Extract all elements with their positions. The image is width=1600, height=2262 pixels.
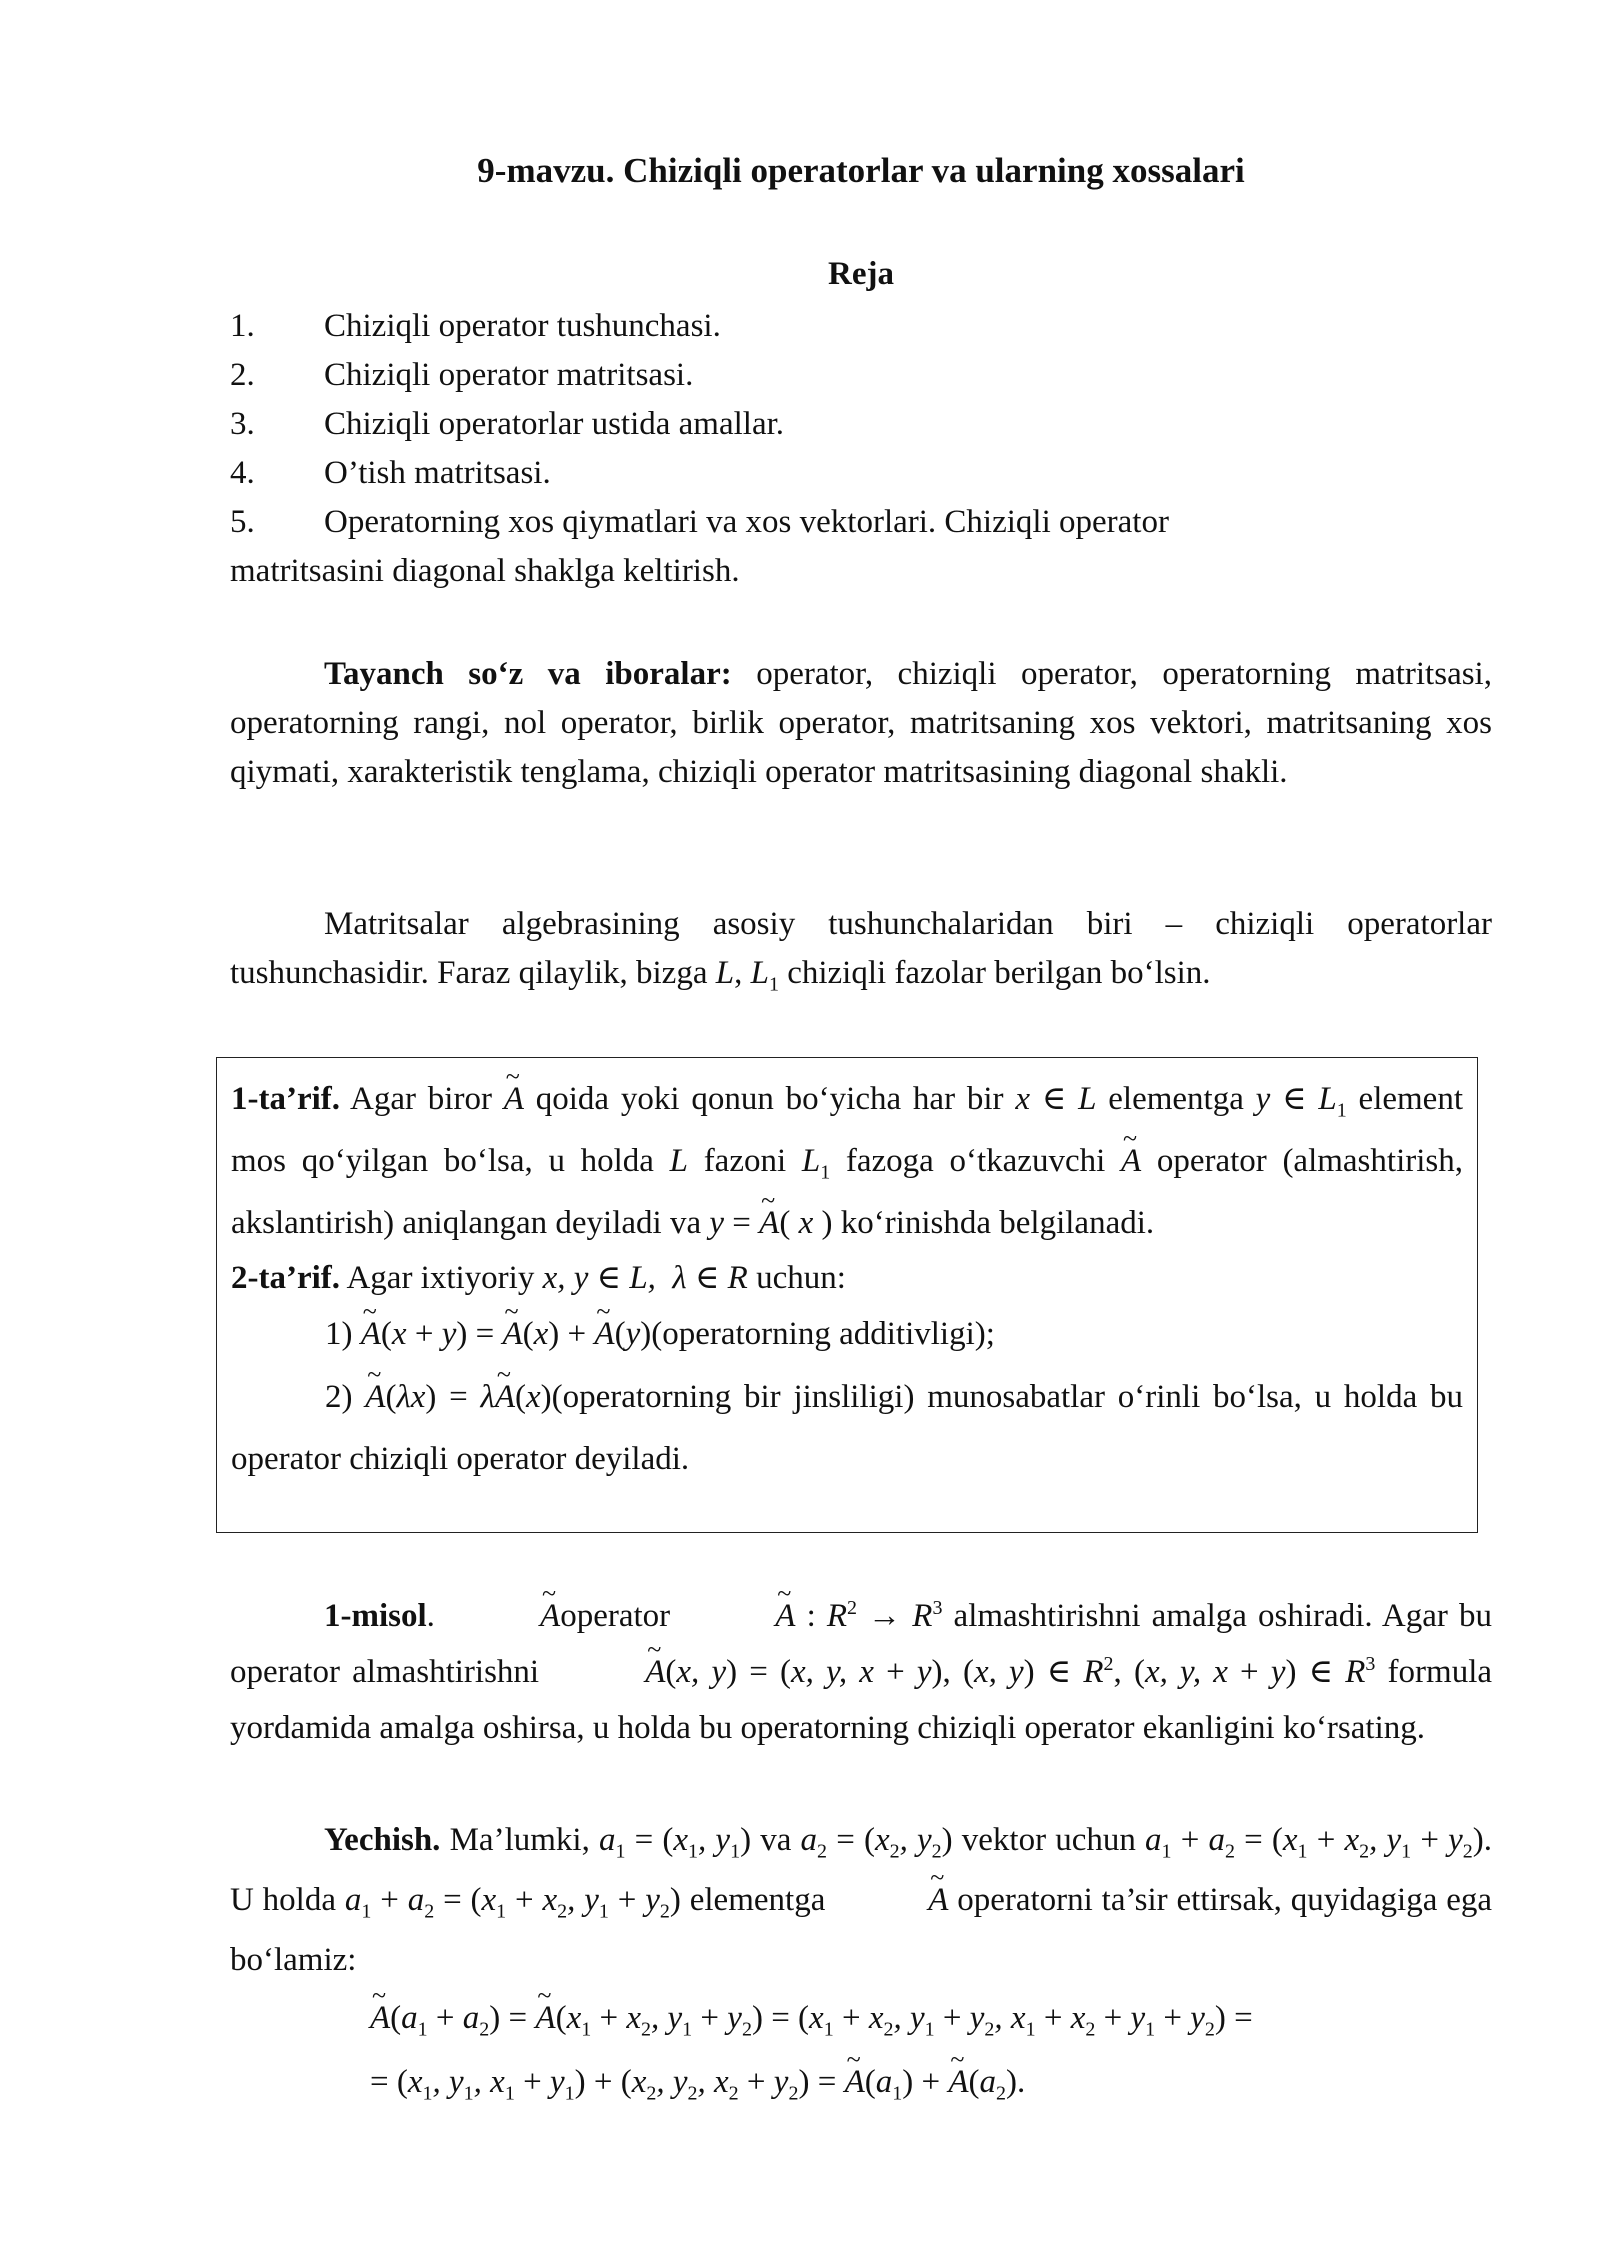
example-text: almashtirishni amalga oshiradi. Agar bu operator almashtirishni	[230, 1598, 1492, 1690]
page-title: 9-mavzu. Chiziqli operatorlar va ularning xossalari	[477, 151, 1245, 190]
plan-item	[230, 400, 1492, 449]
solution-text: elementga	[680, 1882, 835, 1918]
plan-item-text: O’tish matritsasi.	[324, 455, 551, 491]
definition-1	[231, 1068, 1463, 1254]
example-paragraph	[230, 1588, 1492, 1756]
equation-line-2: = ($x_1$, $y_1$, $x_1 + y_1) + (x_2$, $y_2$, $x_2 + y_2$) = ~ $A(a_1)$ + ~ $A(a_2)$.	[370, 2050, 1470, 2114]
definition-text: fazoga o‘tkazuvchi	[830, 1143, 1121, 1179]
plan-item-text: Chiziqli operator tushunchasi.	[324, 308, 721, 344]
definition-text: fazoni	[688, 1143, 802, 1179]
math-A: ~ A	[504, 1081, 524, 1117]
equation-line-1: ~ $A(a_1 + a_2)$ = ~ $A(x_1 + x_2$, $y_1 + y_2) = (x_1 + x_2$, $y_1 + y_2$, $x_1 + x_2 + y_1 + y_2$) =	[370, 1986, 1470, 2050]
definition-2-item-2	[231, 1366, 1463, 1490]
definition-text: elementga	[1096, 1081, 1256, 1117]
math-x-in-L: x ∈ L	[1015, 1081, 1097, 1117]
definition-2-label: 2-ta’rif.	[231, 1260, 341, 1296]
plan-item	[230, 302, 1492, 351]
intro-text: Matritsalar algebrasining asosiy tushunchalaridan biri – chiziqli operatorlar tushunchasidir. Faraz qilaylik, bizga	[230, 906, 1492, 991]
math-a2: $a_2 = (x_2$, $y_2$)	[800, 1822, 953, 1863]
item-text: (operatorning additivligi);	[651, 1316, 995, 1352]
solution-text: . U holda	[230, 1822, 1492, 1918]
definition-text: Agar ixtiyoriy	[340, 1260, 543, 1296]
plan-list	[230, 302, 1492, 596]
plan-item-text: Chiziqli operator matritsasi.	[324, 357, 694, 393]
keywords-text: operator, chiziqli operator, operatorning matritsasi, operatorning rangi, nol operator, birlik operator, matritsaning xos vektori, matritsaning xos qiymati, xarakteristik tenglama, chiziqli operator matritsasining diagonal shakli.	[230, 656, 1492, 790]
math-y-equals-Ax: y = ~ A( x )	[709, 1205, 832, 1241]
intro-paragraph: Matritsalar algebrasining asosiy tushunchalaridan biri – chiziqli operatorlar tushunchasidir. Faraz qilaylik, bizga L, $L_1$ chiziqli fazolar berilgan bo‘lsin.	[230, 906, 1492, 996]
definition-2	[231, 1254, 1463, 1302]
math-A-R2-R3: ~ A : $R^2 \to R^3$	[681, 1598, 942, 1634]
definitions-box	[216, 1057, 1478, 1533]
item-text: (operatorning bir jinsliligi) munosabatlar o‘rinli bo‘lsa, u holda bu operator chiziqli operator deyiladi.	[231, 1379, 1463, 1477]
plan-item-number: 4.	[230, 455, 255, 491]
math-homogeneity: ~ A(λx) = λ~ A(x)	[365, 1379, 551, 1415]
example-label: 1-misol	[324, 1598, 427, 1634]
intro-text-end: chiziqli fazolar berilgan bo‘lsin.	[778, 955, 1211, 991]
definition-text: ko‘rinishda belgilanadi.	[832, 1205, 1155, 1241]
math-a1: $a_1 = (x_1$, $y_1$)	[598, 1822, 752, 1863]
definition-text: operator (almashtirish, akslantirish) aniqlangan deyiladi va	[231, 1143, 1463, 1241]
solution-text: operatorni ta’sir ettirsak, quyidagiga ega bo‘lamiz:	[230, 1882, 1493, 1978]
plan-item-number: 3.	[230, 406, 255, 442]
plan-item-number: 2.	[230, 357, 255, 393]
definition-text: qoida yoki qonun bo‘yicha har bir	[523, 1081, 1016, 1117]
math-A: ~ A	[1121, 1143, 1141, 1179]
plan-item-number: 5.	[230, 504, 255, 540]
definition-text: uchun:	[747, 1260, 846, 1296]
math-L1: $L_1$	[801, 1143, 831, 1184]
solution-text: vektor uchun	[952, 1822, 1146, 1858]
solution-text: Ma’lumki,	[440, 1822, 599, 1858]
math-additivity: ~ A(x + y) = ~ A(x) + ~ A(y)	[361, 1316, 651, 1352]
math-y-in-L1: y ∈ $L_1$	[1255, 1081, 1347, 1122]
solution-text: va	[751, 1822, 801, 1858]
definition-2-item-1	[231, 1302, 1463, 1366]
definition-text: Agar biror	[340, 1081, 504, 1117]
plan-item	[230, 498, 1492, 547]
example-text: formula yordamida amalga oshirsa, u holda bu operatorning chiziqli operator ekanligini ko‘rsating.	[230, 1654, 1493, 1746]
math-example-formula: ~ A(x, y) = (x, y, x + y), (x, y) ∈ $R^2$, (x, y, x + y) ∈ $R^3$	[551, 1654, 1375, 1690]
math-condition: x, y ∈ L, λ ∈ R	[542, 1260, 748, 1296]
solution-equations	[370, 1986, 1470, 2114]
math-L: L	[669, 1143, 688, 1179]
item-number: 1)	[325, 1316, 353, 1352]
keywords-paragraph	[230, 650, 1492, 797]
keywords-label: Tayanch so‘z va iboralar:	[324, 656, 732, 692]
definition-text: element mos qo‘yilgan bo‘lsa, u holda	[231, 1081, 1463, 1179]
plan-item	[230, 351, 1492, 400]
math-a1-plus-a2: $a_1 + a_2 = (x_1 + x_2$, $y_1 + y_2$)	[344, 1882, 681, 1923]
math-A: ~ A	[834, 1882, 948, 1918]
plan-item-continuation: matritsasini diagonal shaklga keltirish.	[230, 553, 740, 589]
item-number: 2)	[325, 1379, 353, 1415]
plan-item-number: 1.	[230, 308, 255, 344]
example-text: operator	[560, 1598, 682, 1634]
definition-1-label: 1-ta’rif.	[231, 1081, 341, 1117]
plan-item	[230, 449, 1492, 498]
solution-paragraph	[230, 1810, 1492, 1990]
solution-label: Yechish.	[324, 1822, 441, 1858]
example-dot: .	[426, 1598, 435, 1634]
math-L1: $L_1$	[750, 955, 779, 996]
plan-item-text: Operatorning xos qiymatlari va xos vektorlari. Chiziqli operator	[324, 504, 1169, 540]
math-A: ~ A	[446, 1598, 560, 1634]
math-L-L1: L	[715, 955, 735, 991]
plan-item-text: Chiziqli operatorlar ustida amallar.	[324, 406, 785, 442]
plan-heading: Reja	[828, 256, 894, 292]
math-a1-plus-a2: $a_1 + a_2 = (x_1 + x_2$, $y_1 + y_2$)	[1145, 1822, 1484, 1863]
